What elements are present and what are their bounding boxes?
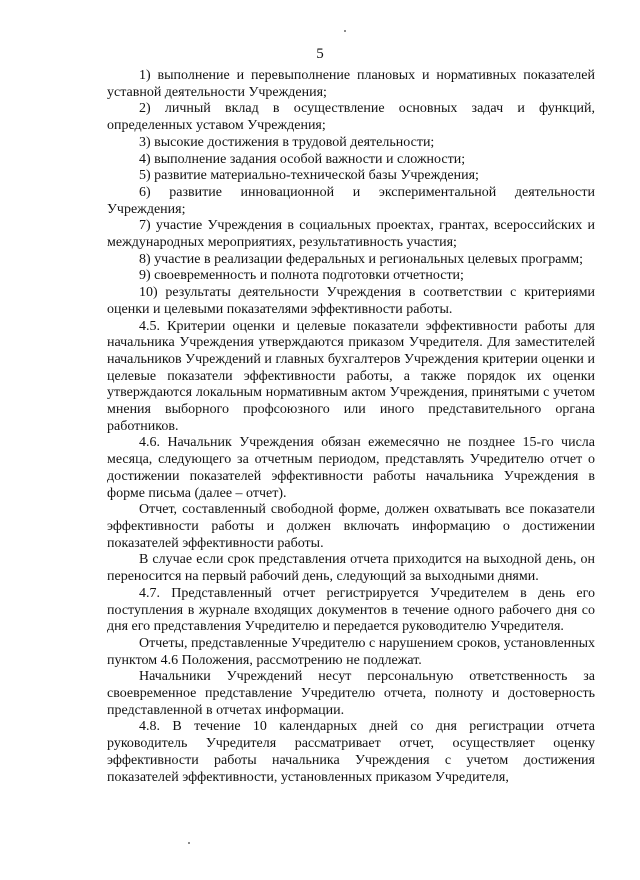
scan-speck [344,30,346,32]
paragraph: 7) участие Учреждения в социальных проектах, грантах, всероссийских и международных мероприятиях, результативность участия; [107,218,595,251]
paragraph: 5) развитие материально-технической базы Учреждения; [139,168,479,184]
paragraph: 10) результаты деятельности Учреждения в соответствии с критериями оценки и целевыми показателями эффективности работы. [107,285,595,317]
paragraph: Отчет, составленный свободной форме, должен охватывать все показатели эффективности работы и должен включать информацию о достижении показателей эффективности работы. [107,502,595,551]
paragraph: 9) своевременность и полнота подготовки отчетности; [139,268,464,284]
paragraph: 1) выполнение и перевыполнение плановых и нормативных показателей уставной деятельности Учреждения; [107,68,595,100]
scan-speck [188,842,190,844]
paragraph: 3) высокие достижения в трудовой деятельности; [139,134,435,150]
paragraph: 4) выполнение задания особой важности и сложности; [139,151,466,167]
paragraph: 4.7. Представленный отчет регистрируется Учредителем в день его поступления в журнале входящих документов в течение одного рабочего дня со дня его представления Учредителю и передается руководителю Учредителя. [107,585,595,635]
paragraph: 4.8. В течение 10 календарных дней со дня регистрации отчета руководитель Учредителя рассматривает отчет, осуществляет оценку эффективности работы начальника Учреждения с учетом достижения показателей эффективности, установленных приказом Учредителя, [107,719,595,785]
paragraph: Начальники Учреждений несут персональную ответственность за своевременное представление Учредителю отчета, полноту и достоверность представленной в отчетах информации. [107,669,595,718]
document-body [107,68,595,786]
paragraph: 2) личный вклад в осуществление основных задач и функций, определенных уставом Учреждения; [107,101,595,134]
paragraph: 6) развитие инновационной и экспериментальной деятельности Учреждения; [107,184,595,217]
paragraph: 8) участие в реализации федеральных и региональных целевых программ; [139,251,584,267]
page-number: 5 [316,46,324,62]
paragraph: В случае если срок представления отчета приходится на выходной день, он переносится на первый рабочий день, следующий за выходными днями. [107,552,595,585]
paragraph: 4.5. Критерии оценки и целевые показатели эффективности работы для начальника Учреждения утверждаются приказом Учредителя. Для заместителей начальников Учреждений и главных бухгалтеров Учреждения критерии оценки и целевые показатели эффективности работы, а также порядок их оценки утверждаются локальным нормативным актом Учреждения, принятыми с учетом мнения выборного профсоюзного или иного представительного органа работников. [107,318,595,434]
paragraph: 4.6. Начальник Учреждения обязан ежемесячно не позднее 15-го числа месяца, следующего за отчетным периодом, представлять Учредителю отчет о достижении показателей эффективности работы начальника Учреждения в форме письма (далее – отчет). [107,435,595,501]
paragraph: Отчеты, представленные Учредителю с нарушением сроков, установленных пунктом 4.6 Положения, рассмотрению не подлежат. [107,635,595,668]
